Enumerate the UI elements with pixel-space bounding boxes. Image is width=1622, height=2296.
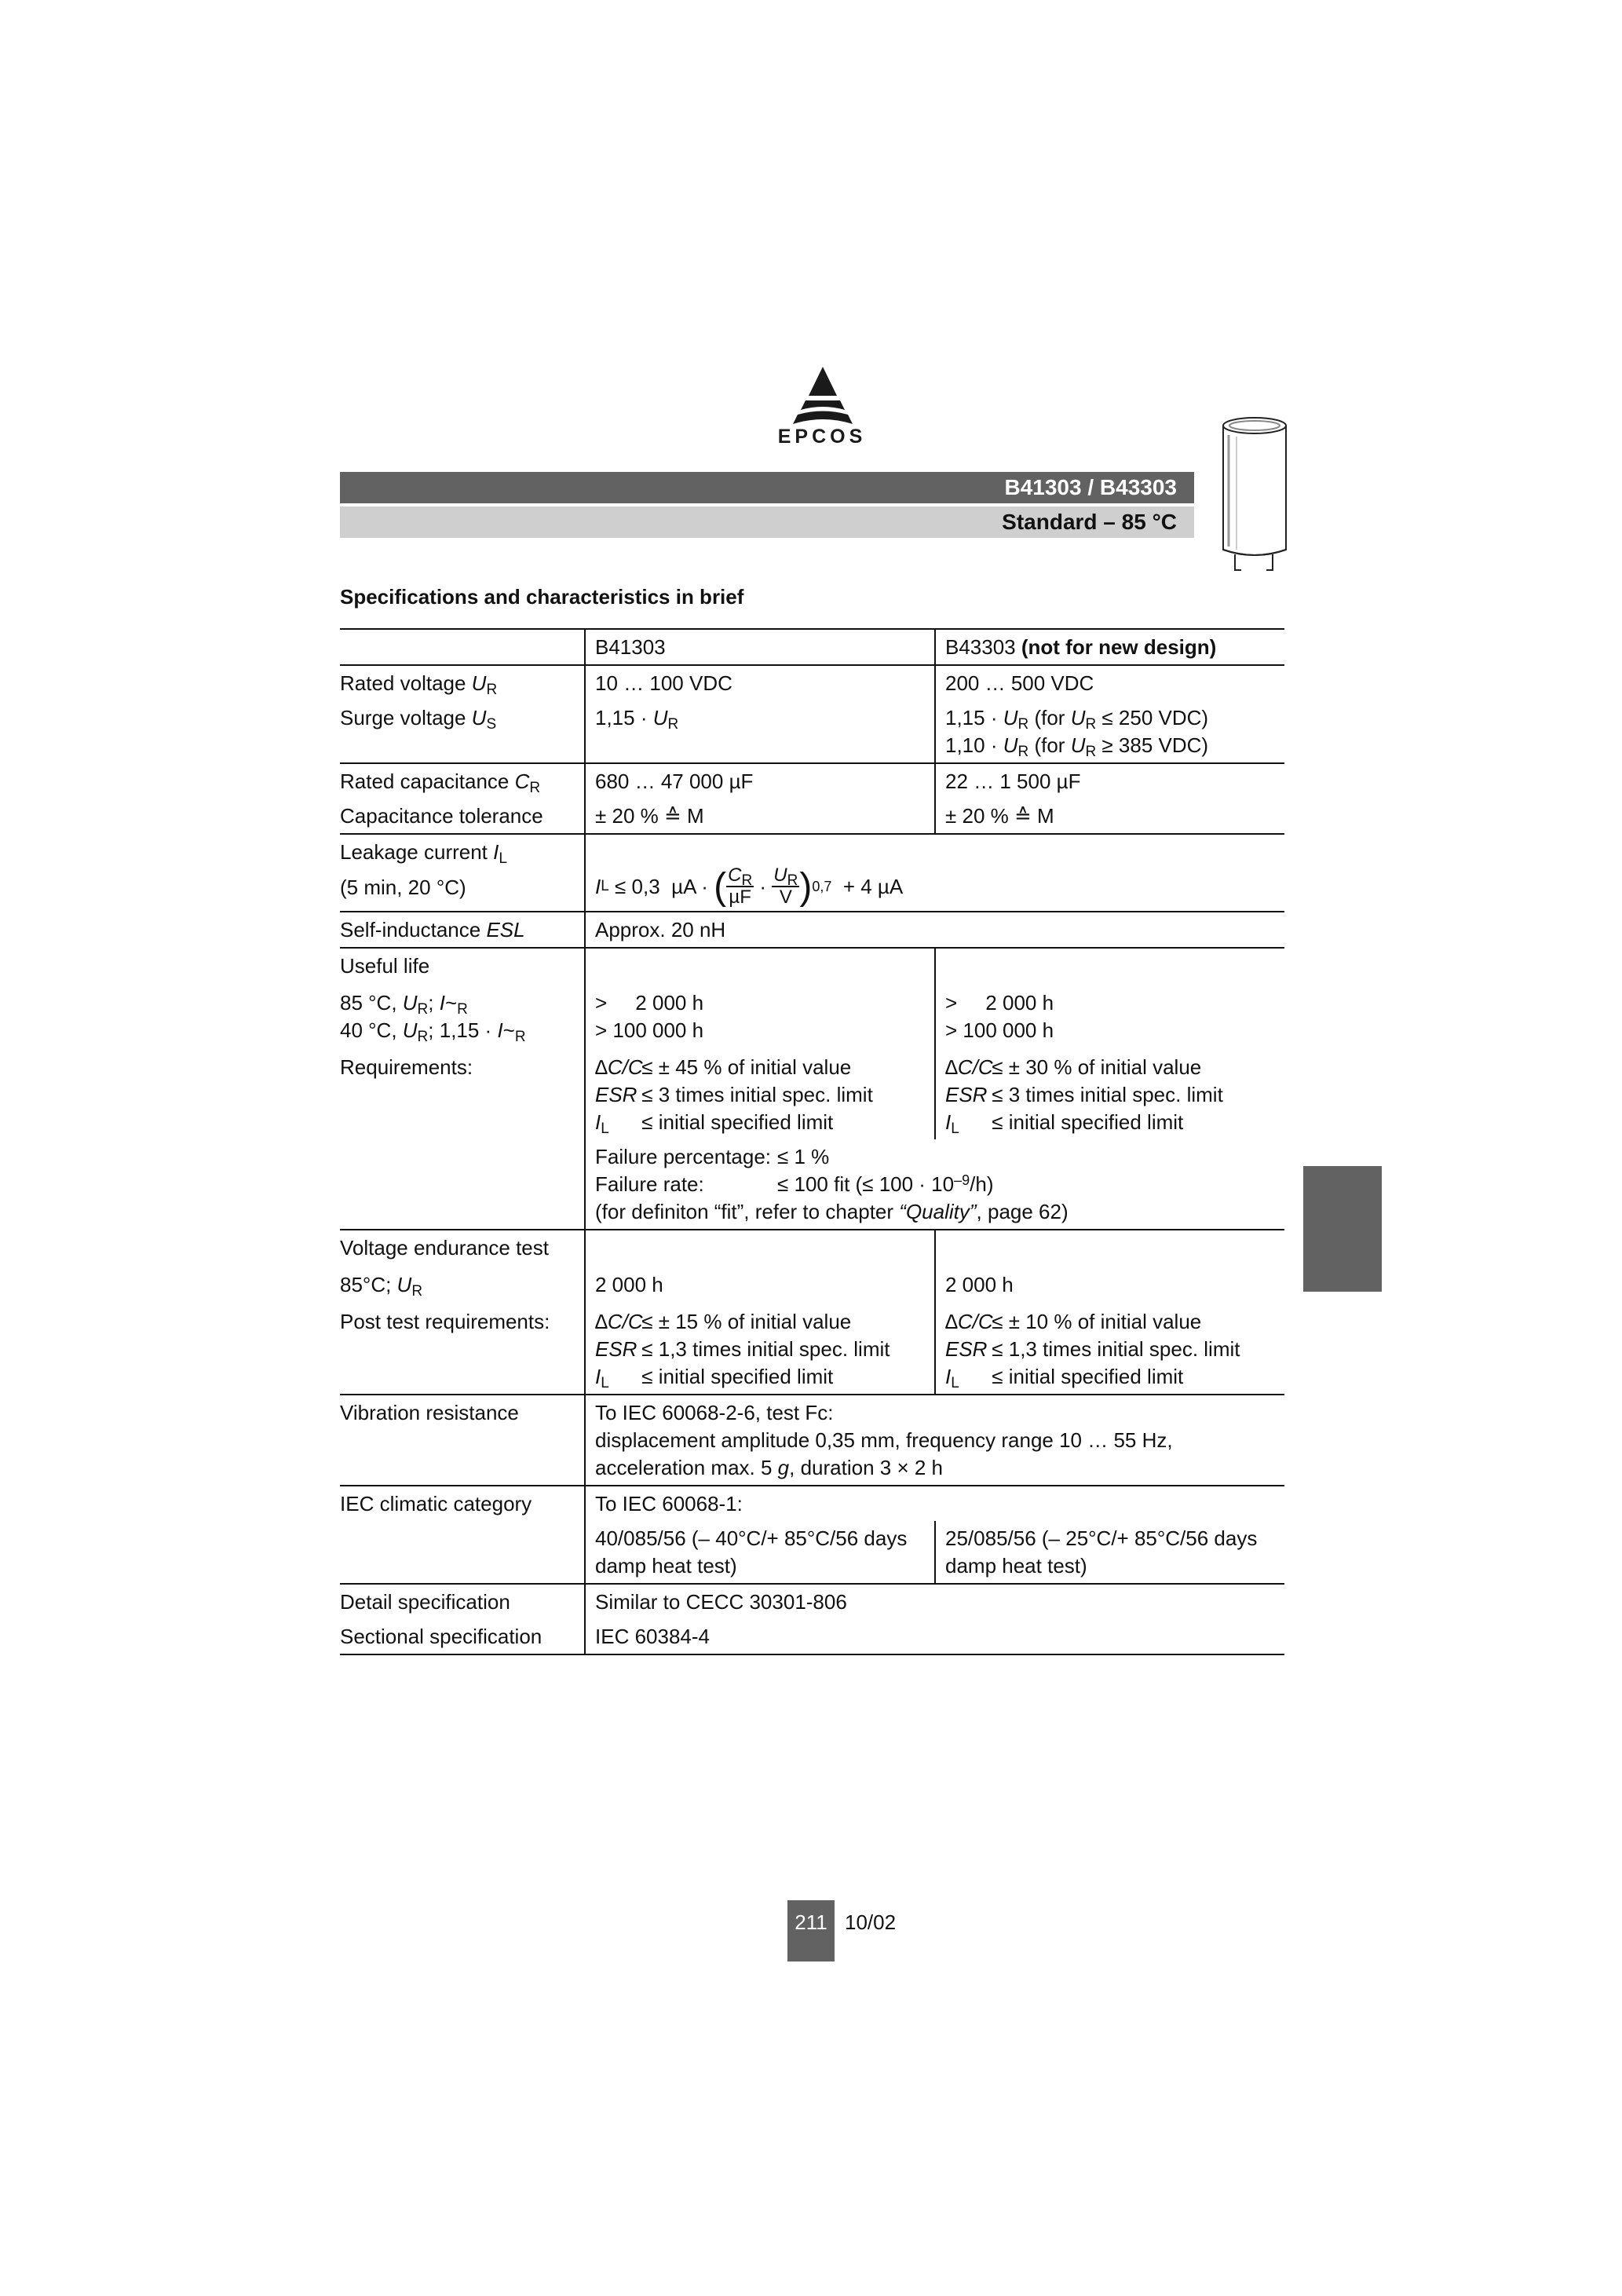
label-sectional-spec: Sectional specification [340, 1619, 585, 1654]
b43303-rated-voltage: 200 … 500 VDC [935, 665, 1284, 700]
col-header-b43303: B43303 (not for new design) [935, 629, 1284, 665]
label-rated-voltage: Rated voltage $U_R$ [340, 665, 585, 700]
page-number: 211 [795, 1910, 827, 1934]
b41303-climatic: 40/085/56 (– 40°C/+ 85°C/56 days damp heat test) [585, 1521, 935, 1584]
b43303-voltage-endurance: 2 000 h ∆C/C ≤ ± 10 % of initial value ESR ≤ 1,3 times initial spec. limit $I_L$ ≤ initial specified limit [935, 1230, 1284, 1395]
b43303-rated-capacitance: 22 … 1 500 µF [935, 763, 1284, 799]
b43303-useful-life: > 2 000 h > 100 000 h ∆C/C ≤ ± 30 % of initial value ESR ≤ 3 times initial spec. limit $I_L$ ≤ initial specified limit [935, 948, 1284, 1139]
row-climatic [340, 1486, 1284, 1521]
b41303-rated-capacitance: 680 … 47 000 µF [585, 763, 935, 799]
row-vibration [340, 1395, 1284, 1486]
part-numbers: B41303 / B43303 [1004, 475, 1177, 499]
b41303-voltage-endurance: 2 000 h ∆C/C ≤ ± 15 % of initial value ESR ≤ 1,3 times initial spec. limit $I_L$ ≤ initial specified limit [585, 1230, 935, 1395]
row-rated-capacitance [340, 763, 1284, 799]
self-inductance-value: Approx. 20 nH [585, 912, 1284, 948]
part-number-bar [340, 472, 1194, 503]
climatic-standard: To IEC 60068-1: [585, 1486, 1284, 1521]
table-header-row [340, 629, 1284, 665]
row-failure-rate [340, 1139, 1284, 1230]
row-sectional-spec [340, 1619, 1284, 1654]
failure-rate-block: Failure percentage: ≤ 1 % Failure rate: ≤ 100 fit (≤ $100 \cdot 10^{-9}/h$) (for definiton “fit”, refer to chapter “Quality”, page 62) [585, 1139, 1284, 1230]
capacitor-icon [1219, 415, 1290, 579]
subtitle-bar [340, 506, 1194, 538]
label-voltage-endurance: Voltage endurance test 85°C; $U_R$ Post test requirements: [340, 1230, 585, 1395]
chapter-tab [1303, 1166, 1382, 1292]
edition-date: 10/02 [845, 1910, 897, 1934]
section-title: Specifications and characteristics in brief [340, 585, 744, 609]
label-climatic: IEC climatic category [340, 1486, 585, 1521]
b41303-capacitance-tolerance: ± 20 % ≙ M [585, 799, 935, 834]
row-leakage-current [340, 834, 1284, 912]
row-climatic-values [340, 1521, 1284, 1584]
label-surge-voltage: Surge voltage $U_S$ [340, 706, 497, 733]
row-detail-spec [340, 1584, 1284, 1619]
leakage-current-formula: I L ≤ 0,3 µA · ( $\frac{C_R}{\text{µF}}$ · $\frac{U_R}{V}$ ) 0,7 + 4 µA [585, 834, 1284, 912]
vibration-value: To IEC 60068-2-6, test Fc: displacement amplitude 0,35 mm, frequency range 10 … 55 Hz, acceleration max. 5 g, duration 3 × 2 h [585, 1395, 1284, 1486]
b41303-useful-life: > 2 000 h > 100 000 h ∆C/C ≤ ± 45 % of initial value ESR ≤ 3 times initial spec. limit $I_L$ ≤ initial specified limit [585, 948, 935, 1139]
label-detail-spec: Detail specification [340, 1584, 585, 1619]
label-self-inductance: Self-inductance ESL [340, 912, 585, 948]
label-vibration: Vibration resistance [340, 1395, 585, 1486]
sectional-spec-value: IEC 60384-4 [585, 1619, 1284, 1654]
row-self-inductance [340, 912, 1284, 948]
b41303-surge-voltage: $1,15 \cdot U_R$ [585, 700, 935, 763]
series-subtitle: Standard – 85 °C [1002, 510, 1177, 534]
col-header-b41303: B41303 [585, 629, 935, 665]
b43303-surge-voltage: $1,15 \cdot U_R$ (for $U_R \le 250$ VDC) $1,10 \cdot U_R$ (for $U_R \ge 385$ VDC) [935, 700, 1284, 763]
b43303-climatic: 25/085/56 (– 25°C/+ 85°C/56 days damp heat test) [935, 1521, 1284, 1584]
row-surge-voltage [340, 700, 1284, 763]
label-rated-capacitance: Rated capacitance $C_R$ [340, 763, 585, 799]
row-capacitance-tolerance [340, 799, 1284, 834]
label-capacitance-tolerance: Capacitance tolerance [340, 804, 543, 828]
row-useful-life [340, 948, 1284, 1139]
label-leakage-current: Leakage current $I_L$ (5 min, 20 °C) [340, 834, 585, 912]
detail-spec-value: Similar to CECC 30301-806 [585, 1584, 1284, 1619]
b41303-rated-voltage: 10 … 100 VDC [585, 665, 935, 700]
b43303-capacitance-tolerance: ± 20 % ≙ M [935, 799, 1284, 834]
row-voltage-endurance [340, 1230, 1284, 1395]
header-blank [340, 629, 585, 665]
logo-text: EPCOS [777, 426, 867, 448]
row-rated-voltage [340, 665, 1284, 700]
spec-table [340, 628, 1284, 1655]
label-useful-life: Useful life 85 °C, $U_R$; $I\sim_R$ 40 °C, $U_R$; $1,15 \cdot I\sim_R$ Requirements: [340, 948, 585, 1139]
